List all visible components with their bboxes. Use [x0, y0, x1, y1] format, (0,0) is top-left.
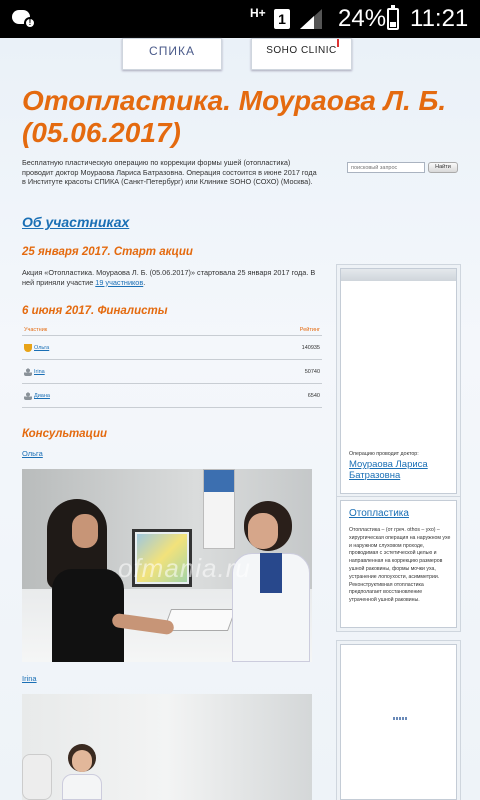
finalist-name-link[interactable]: Ольга	[34, 345, 50, 351]
keyboard	[163, 609, 236, 631]
start-text-before: Акция «Отопластика. Моураова Л. Б. (05.06.2017)» стартовала 25 января 2017 года. В ней приняли участие	[22, 268, 316, 287]
widget-header-bar	[341, 269, 456, 281]
participants-count-link[interactable]: 19 участников	[95, 277, 144, 287]
logo-mark-icon	[337, 39, 339, 47]
signal-icon	[300, 9, 322, 29]
finalist-score: 50740	[304, 369, 320, 375]
battery-percent: 24%	[338, 5, 387, 32]
chair	[22, 754, 52, 800]
doctor-figure	[62, 744, 102, 800]
user-icon	[24, 392, 32, 400]
finalist-score: 6540	[307, 393, 320, 399]
otoplasty-description: Отопластика – (от греч. othos – ухо) – хирургическая операция на наружном ухе и наружном слуховом проходе, проводимая с эстетической целью и направленная на коррекцию размеров ушной раковины, формы мочки уха, устранение лопоухости, асимметрии. Реконструктивная отопластика предполагает восстановление утраченной ушной раковины.	[349, 527, 451, 604]
otoplasty-title-link[interactable]: Отопластика	[349, 508, 409, 519]
clock: 11:21	[410, 5, 469, 32]
table-row[interactable]	[22, 384, 322, 408]
start-text-after: .	[143, 277, 146, 287]
doctor-name-link[interactable]: Моураова Лариса Батразовна	[349, 459, 428, 481]
start-text	[22, 268, 322, 288]
doctor-widget	[340, 268, 457, 494]
col-rating: Рейтинг	[299, 327, 320, 333]
finalist-name-link[interactable]: Диана	[34, 393, 50, 399]
spika-logo-text: СПИКА	[149, 44, 195, 58]
soho-logo-text: SOHO CLINIC	[266, 45, 337, 56]
consultation-name-link[interactable]: Irina	[22, 674, 37, 683]
web-page	[0, 38, 480, 800]
finalist-score: 140935	[301, 345, 320, 351]
search-input[interactable]	[347, 162, 425, 173]
table-header	[22, 324, 322, 336]
soho-clinic-logo[interactable]	[251, 38, 352, 70]
finalists-heading: 6 июня 2017. Финалисты	[22, 305, 168, 317]
finalist-name-link[interactable]: Irina	[34, 369, 45, 375]
patient-figure	[42, 499, 122, 662]
trophy-icon	[24, 344, 32, 352]
doctor-caption: Операцию проводит доктор:	[349, 451, 419, 457]
consultation-photo[interactable]	[22, 469, 312, 662]
table-row[interactable]	[22, 336, 322, 360]
consultations-heading: Консультации	[22, 428, 108, 440]
participants-heading-link[interactable]: Об участниках	[22, 214, 130, 230]
spika-logo[interactable]	[122, 38, 222, 70]
page-title: Отопластика. Моураова Л. Б. (05.06.2017)	[22, 85, 447, 148]
network-type: H+	[250, 6, 266, 20]
start-heading: 25 января 2017. Старт акции	[22, 246, 193, 258]
user-icon	[24, 368, 32, 376]
consultation-name-link[interactable]: Ольга	[22, 449, 43, 458]
finalists-table	[22, 324, 322, 408]
cloud-alert-icon: !	[12, 8, 36, 30]
intro-text: Бесплатную пластическую операцию по коррекции формы ушей (отопластика) проводит доктор Моураова Лариса Батразовна. Операция состоится в июне 2017 года в Институте красоты СПИКА (Санкт-Петербург) или Клинике SOHO (СОХО) (Москва).	[22, 158, 317, 186]
status-bar	[0, 0, 480, 38]
col-participant: Участник	[24, 327, 48, 333]
ad-widget	[340, 644, 457, 800]
table-row[interactable]	[22, 360, 322, 384]
otoplasty-widget	[340, 500, 457, 628]
battery-icon	[387, 8, 399, 30]
sim-icon: 1	[274, 9, 290, 29]
consultation-photo[interactable]	[22, 694, 312, 800]
loading-dots-icon	[393, 717, 407, 720]
photo-watermark: ofmania.ru	[118, 553, 251, 583]
search-button[interactable]: Найти	[428, 162, 458, 173]
